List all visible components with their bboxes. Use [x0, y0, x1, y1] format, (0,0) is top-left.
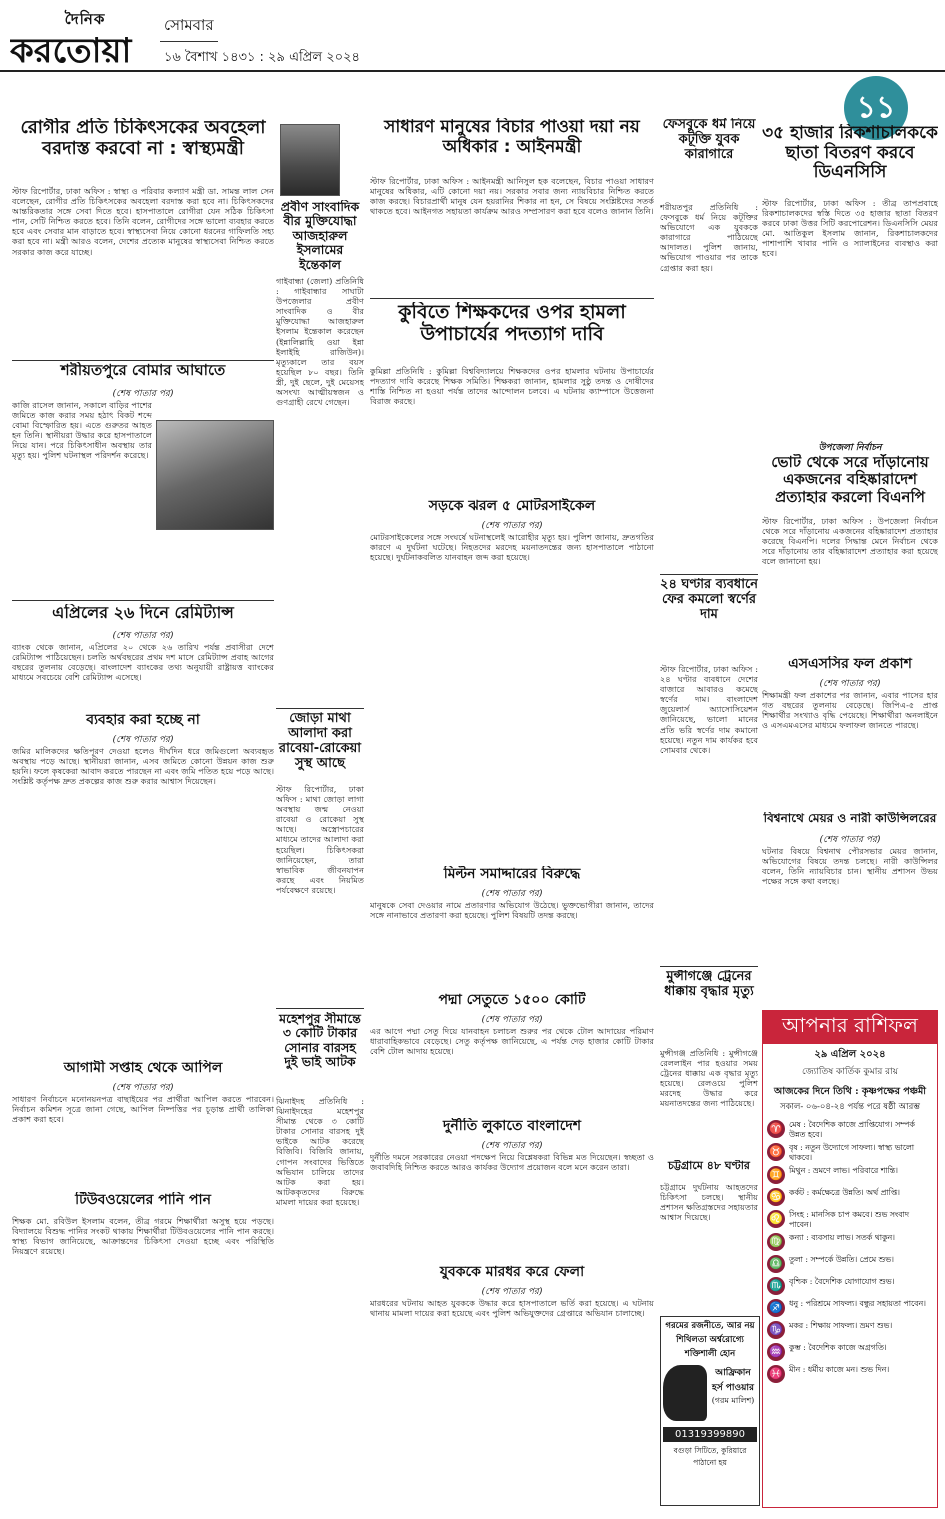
rashifal-date: ২৯ এপ্রিল ২০২৪: [814, 1049, 886, 1060]
obit-headline: প্রবীণ সাংবাদিক বীর মুক্তিযোদ্ধা আজহারুল ইসলামের ইন্তেকাল: [280, 200, 360, 272]
ssc-headline-box: [762, 656, 938, 676]
zodiac-item: [767, 1143, 933, 1162]
zodiac-item: [767, 1277, 933, 1295]
facebook-body: শরীয়তপুর প্রতিনিধি : ফেসবুকে ধর্ম নিয়ে কটূক্তির অভিযোগে এক যুবককে কারাগারে পাঠিয়েছে আদালত। পুলিশ জানায়, অভিযোগ পাওয়ার পর তাকে গ্রেপ্তার করা হয়।: [660, 202, 758, 273]
ad-tagline: গরমের রজনীতে, আর নয় শিথিলতা অর্শ্বরোগ্যে শক্তিশালী হোন: [665, 1321, 755, 1359]
masthead-logo: [10, 8, 160, 68]
kushtia-body: কুমিল্লা প্রতিনিধি : কুমিল্লা বিশ্ববিদ্যালয়ে শিক্ষকদের ওপর হামলার ঘটনায় উপাচার্যের পদত্যাগ দাবি করেছে শিক্ষক সমিতি। শিক্ষকরা জানান, হামলার সুষ্ঠু তদন্ত ও দোষীদের শাস্তি নিশ্চিত না হওয়া পর্যন্ত তাদের আন্দোলন চলবে। এ ঘটনায় ক্যাম্পাসে উত্তেজনা বিরাজ করছে।: [370, 366, 654, 407]
zodiac-text: মেষ : বৈদেশিক কাজে প্রাপ্তিযোগ। সম্পর্ক উন্নত হবে।: [789, 1120, 915, 1139]
rakeya-headline-box: [276, 712, 364, 782]
kushtia-headline: কুবিতে শিক্ষকদের ওপর হামলা উপাচার্যের পদত্যাগ দাবি: [398, 302, 626, 345]
gold-headline-box: [660, 578, 758, 662]
rashifal-author: জ্যোতিষ কার্তিক কুমার রায়: [801, 1067, 899, 1077]
ad-product: আফ্রিকান হর্স পাওয়ার: [711, 1368, 754, 1393]
apple-sub: (শেষ পাতার পর): [112, 1083, 174, 1092]
rashifal-time: সকাল- ০৬-০৪-২৪ পর্যন্ত পরে ষষ্ঠী আরম্ভ: [780, 1102, 920, 1112]
mintu-headline: মিল্টন সমাদ্দারের বিরুদ্ধে: [443, 866, 581, 882]
masthead-title: করতোয়া: [10, 31, 132, 68]
corruption-headline-box: [370, 1118, 654, 1138]
law-body: স্টাফ রিপোর্টার, ঢাকা অফিস : আইনমন্ত্রী আনিসুল হক বলেছেন, বিচার পাওয়া সাধারণ মানুষের অধিকার, এটি কোনো দয়া নয়। সরকার সবার জন্য ন্যায়বিচার নিশ্চিত করতে কাজ করছে। বিচারপ্রার্থী মানুষ যেন হয়রানির শিকার না হন, সে বিষয়ে সংশ্লিষ্টদের সতর্ক থাকতে হবে। আইনগত সহায়তা কার্যক্রম আরও সম্প্রসারণ করা হবে বলেও জানান তিনি।: [370, 176, 654, 217]
zodiac-text: বৃশ্চিক : বৈদেশিক যোগাযোগ শুভ।: [789, 1277, 895, 1286]
rashifal-box: [762, 1010, 938, 1508]
padma-headline: পদ্মা সেতুতে ১৫০০ কোটি: [438, 992, 586, 1008]
bnp-headline-box: [762, 454, 938, 514]
gold-headline: ২৪ ঘণ্টার ব্যবধানে ফের কমলো স্বর্ণের দাম: [660, 578, 758, 622]
remit-headline: এপ্রিলের ২৬ দিনে রেমিট্যান্স: [52, 604, 234, 622]
facebook-headline: ফেসবুকে ধর্ম নিয়ে কটূক্তি যুবক কারাগারে: [662, 118, 756, 162]
mintu-headline-box: [370, 866, 654, 886]
border-body: ঝিনাইদহ প্রতিনিধি : ঝিনাইদহের মহেশপুর সীমান্ত থেকে ৩ কোটি টাকার সোনার বারসহ দুই ভাইকে আটক করেছে বিজিবি। বিজিবি জানায়, গোপন সংবাদের ভিত্তিতে অভিযান চালিয়ে তাদের আটক করা হয়। আটককৃতদের বিরুদ্ধে মামলা দায়ের করা হয়েছে।: [276, 1096, 364, 1207]
accident-body: মোটরসাইকেলের সঙ্গে সংঘর্ষে ঘটনাস্থলেই আরোহীর মৃত্যু হয়। পুলিশ জানায়, দ্রুতগতির কারণে এ দুর্ঘটনা ঘটেছে। নিহতদের মরদেহ ময়নাতদন্তের জন্য হাসপাতালে পাঠানো হয়েছে। দুর্ঘটনাকবলিত যানবাহন জব্দ করা হয়েছে।: [370, 532, 654, 563]
zodiac-icon: ♎: [767, 1255, 785, 1273]
obit-body: গাইবান্ধা (জেলা) প্রতিনিধি : গাইবান্ধার সাঘাটা উপজেলার প্রবীণ সাংবাদিক ও বীর মুক্তিযোদ্ধা আজহারুল ইসলাম ইন্তেকাল করেছেন (ইন্নালিল্লাহি ওয়া ইন্না ইলাইহি রাজিউন)। মৃত্যুকালে তার বয়স হয়েছিল ৮০ বছর। তিনি স্ত্রী, দুই ছেলে, দুই মেয়েসহ অসংখ্য আত্মীয়স্বজন ও গুণগ্রাহী রেখে গেছেন।: [276, 276, 364, 408]
zodiac-item: [767, 1321, 933, 1339]
youth-sub: (শেষ পাতার পর): [481, 1287, 543, 1296]
obit-headline-box: [276, 200, 364, 274]
water-headline-box: [12, 1192, 274, 1212]
zodiac-list: [763, 1120, 937, 1383]
zodiac-text: বৃষ : নতুন উদ্যোগে সাফল্য। স্বাস্থ্য ভালো থাকবে।: [789, 1143, 915, 1162]
blast-headline-box: [12, 362, 274, 386]
divider: [660, 574, 758, 575]
zodiac-item: [767, 1365, 933, 1383]
zodiac-item: [767, 1233, 933, 1251]
masthead-small: দৈনিক: [64, 10, 106, 28]
rickshaw-headline-box: [762, 124, 938, 194]
zodiac-icon: ♋: [767, 1188, 785, 1206]
bishwanath-headline: বিশ্বনাথে মেয়র ও নারী কাউন্সিলরের: [763, 812, 937, 825]
bishwanath-headline-box: [762, 812, 938, 832]
rakeya-body: স্টাফ রিপোর্টার, ঢাকা অফিস : মাথা জোড়া লাগা অবস্থায় জন্ম নেওয়া রাবেয়া ও রোকেয়া সুস্থ আছে। অস্ত্রোপচারের মাধ্যমে তাদের আলাদা করা হয়েছিল। চিকিৎসকরা জানিয়েছেন, তারা স্বাভাবিক জীবনযাপন করছে এবং নিয়মিত পর্যবেক্ষণে রয়েছে।: [276, 784, 364, 895]
zodiac-item: [767, 1255, 933, 1273]
divider: [276, 1008, 364, 1009]
used-headline-box: [12, 712, 274, 732]
ctg-headline: চট্টগ্রামে ৪৮ ঘণ্টার: [668, 1160, 750, 1172]
train-headline-box: [660, 970, 758, 1046]
zodiac-text: তুলা : সম্পর্কে উন্নতি। প্রেমে শুভ।: [789, 1255, 894, 1264]
water-headline: টিউবওয়েলের পানি পান: [75, 1192, 211, 1208]
zodiac-text: কুম্ভ : বৈদেশিক কাজে অগ্রগতি।: [789, 1343, 887, 1352]
gold-body: স্টাফ রিপোর্টার, ঢাকা অফিস : ২৪ ঘণ্টার ব্যবধানে দেশের বাজারে আবারও কমেছে স্বর্ণের দাম। বাংলাদেশ জুয়েলার্স অ্যাসোসিয়েশন জানিয়েছে, ভালো মানের প্রতি ভরি স্বর্ণের দাম কমানো হয়েছে। নতুন দাম কার্যকর হবে সোমবার থেকে।: [660, 664, 758, 755]
youth-headline: যুবককে মারধর করে ফেলা: [439, 1264, 585, 1280]
apple-body: সাধারণ নির্বাচনে মনোনয়নপত্র বাছাইয়ের পর প্রার্থীরা আপিল করতে পারবেন। নির্বাচন কমিশন সূত্রে জানা গেছে, আপিল নিষ্পত্তির পর চূড়ান্ত প্রার্থী তালিকা প্রকাশ করা হবে।: [12, 1094, 274, 1125]
corruption-body: দুর্নীতি দমনে সরকারের নেওয়া পদক্ষেপ নিয়ে বিশ্লেষকরা বিভিন্ন মত দিয়েছেন। স্বচ্ছতা ও জবাবদিহি নিশ্চিত করতে আরও কার্যকর উদ্যোগ প্রয়োজন বলে মনে করেন তারা।: [370, 1152, 654, 1173]
zodiac-text: কন্যা : ব্যবসায় লাভ। সতর্ক থাকুন।: [789, 1233, 895, 1242]
ssc-headline: এসএসসির ফল প্রকাশ: [788, 656, 912, 672]
zodiac-text: মিথুন : ভ্রমণে লাভ। পরিবারে শান্তি।: [789, 1166, 898, 1175]
rickshaw-headline: ৩৫ হাজার রিকশাচালককে ছাতা বিতরণ করবে ডিএনসিসি: [762, 124, 938, 183]
zodiac-text: সিংহ : মানসিক চাপ কমবে। শুভ সংবাদ পাবেন।: [789, 1210, 909, 1229]
blast-headline: শরীয়তপুরে বোমার আঘাতে: [60, 362, 226, 379]
blast-body: কাজি রাসেল জানান, সকালে বাড়ির পাশের জমিতে কাজ করার সময় হঠাৎ বিকট শব্দে বোমা বিস্ফোরিত হয়। এতে গুরুতর আহত হন তিনি। স্থানীয়রা উদ্ধার করে হাসপাতালে নিয়ে যান। পরে চিকিৎসাধীন অবস্থায় তার মৃত্যু হয়। পুলিশ ঘটনাস্থল পরিদর্শন করেছে।: [12, 400, 152, 461]
divider: [12, 600, 274, 601]
mintu-sub: (শেষ পাতার পর): [481, 889, 543, 898]
divider: [276, 708, 364, 709]
rashifal-tithi: আজকের দিনে তিথি : কৃষ্ণপক্ষের পঞ্চমী: [773, 1086, 927, 1097]
obit-photo: [280, 124, 340, 196]
bnp-kicker: উপজেলা নির্বাচন: [818, 443, 882, 452]
zodiac-icon: ♌: [767, 1210, 785, 1228]
train-body: মুন্সীগঞ্জ প্রতিনিধি : মুন্সীগঞ্জে রেললাইন পার হওয়ার সময় ট্রেনের ধাক্কায় এক বৃদ্ধার মৃত্যু হয়েছে। রেলওয়ে পুলিশ মরদেহ উদ্ধার করে ময়নাতদন্তের জন্য পাঠিয়েছে।: [660, 1048, 758, 1109]
issue-date: ১৬ বৈশাখ ১৪৩১ : ২৯ এপ্রিল ২০২৪: [164, 50, 360, 64]
bishwanath-body: ঘটনার বিষয়ে বিশ্বনাথ পৌরসভার মেয়র জানান, অভিযোগের বিষয়ে তদন্ত চলছে। নারী কাউন্সিলর বলেন, তিনি ন্যায়বিচার চান। স্থানীয় প্রশাসন উভয় পক্ষের সঙ্গে কথা বলছে।: [762, 846, 938, 887]
zodiac-text: ধনু : পরিশ্রমে সাফল্য। বন্ধুর সহায়তা পাবেন।: [789, 1299, 926, 1308]
zodiac-icon: ♑: [767, 1321, 785, 1339]
zodiac-text: মকর : শিক্ষায় সাফল্য। ভ্রমণ শুভ।: [789, 1321, 893, 1330]
ad-footer: বগুড়া সিটিতে, কুরিয়ারে পাঠানো হয়: [673, 1446, 747, 1467]
zodiac-icon: ♉: [767, 1143, 785, 1161]
youth-body: মারধরের ঘটনায় আহত যুবককে উদ্ধার করে হাসপাতালে ভর্তি করা হয়েছে। এ ঘটনায় থানায় মামলা দায়ের করা হয়েছে এবং পুলিশ অভিযুক্তদের গ্রেপ্তারে অভিযান চালাচ্ছে।: [370, 1298, 654, 1319]
zodiac-item: [767, 1343, 933, 1361]
doctors-headline: রোগীর প্রতি চিকিৎসকের অবহেলা বরদাস্ত করবো না : স্বাস্থ্যমন্ত্রী: [20, 118, 266, 159]
accident-headline: সড়কে ঝরল ৫ মোটরসাইকেল: [428, 498, 596, 514]
facebook-headline-box: [660, 118, 758, 198]
zodiac-icon: ♊: [767, 1166, 785, 1184]
bnp-body: স্টাফ রিপোর্টার, ঢাকা অফিস : উপজেলা নির্বাচন থেকে সরে দাঁড়ানোয় একজনের বহিষ্কারাদেশ প্রত্যাহার করেছে বিএনপি। দলের সিদ্ধান্ত মেনে নির্বাচন থেকে সরে দাঁড়ানোয় তার বহিষ্কারাদেশ প্রত্যাহার করা হয়েছে বলে জানানো হয়।: [762, 516, 938, 567]
apple-headline-box: [12, 1060, 274, 1080]
page-number: ১১: [844, 76, 908, 140]
zodiac-item: [767, 1120, 933, 1139]
zodiac-icon: ♍: [767, 1233, 785, 1251]
apple-headline: আগামী সপ্তাহ থেকে আপিল: [63, 1060, 223, 1076]
kushtia-headline-box: [370, 302, 654, 362]
zodiac-icon: ♈: [767, 1120, 785, 1138]
ssc-sub: (শেষ পাতার পর): [819, 679, 881, 688]
bnp-headline: ভোট থেকে সরে দাঁড়ানোয় একজনের বহিষ্কারাদেশ প্রত্যাহার করলো বিএনপি: [771, 454, 929, 506]
corruption-sub: (শেষ পাতার পর): [481, 1141, 543, 1150]
mintu-body: মানুষকে সেবা দেওয়ার নামে প্রতারণার অভিযোগ উঠেছে। ভুক্তভোগীরা জানান, তাদের সঙ্গে নানাভাবে প্রতারণা করা হয়েছে। পুলিশ বিষয়টি তদন্ত করছে।: [370, 900, 654, 921]
remit-sub: (শেষ পাতার পর): [112, 631, 174, 640]
zodiac-item: [767, 1210, 933, 1229]
ctg-body: চট্টগ্রামে দুর্ঘটনায় আহতদের চিকিৎসা চলছে। স্থানীয় প্রশাসন ক্ষতিগ্রস্তদের সহায়তার আশ্বাস দিয়েছে।: [660, 1182, 758, 1223]
doctors-headline-box: [12, 118, 274, 184]
masthead-rule: [0, 70, 945, 72]
zodiac-text: মীন : ধর্মীয় কাজে মন। শুভ দিন।: [789, 1365, 890, 1374]
rakeya-headline: জোড়া মাথা আলাদা করা রাবেয়া-রোকেয়া সুস্থ আছে: [278, 712, 362, 771]
corruption-headline: দুর্নীতি লুকাতে বাংলাদেশ: [442, 1118, 582, 1134]
accident-headline-box: [370, 498, 654, 518]
zodiac-item: [767, 1188, 933, 1206]
rashifal-heading: আপনার রাশিফল: [763, 1011, 937, 1044]
weekday: সোমবার: [160, 14, 218, 42]
zodiac-icon: ♒: [767, 1343, 785, 1361]
padma-body: এর আগে পদ্মা সেতু দিয়ে যানবাহন চলাচল শুরুর পর থেকে টোল আদায়ের পরিমাণ ধারাবাহিকভাবে বেড়েছে। সেতু কর্তৃপক্ষ জানিয়েছে, এ পর্যন্ত দেড় হাজার কোটি টাকার বেশি টোল আদায় হয়েছে।: [370, 1026, 654, 1057]
padma-headline-box: [370, 992, 654, 1012]
used-headline: ব্যবহার করা হচ্ছে না: [86, 712, 200, 728]
zodiac-icon: ♐: [767, 1299, 785, 1317]
remit-body: ব্যাংক থেকে জানান, এপ্রিলের ২০ থেকে ২৬ তারিখ পর্যন্ত প্রবাসীরা দেশে রেমিট্যান্স পাঠিয়েছেন। চলতি অর্থবছরের প্রথম দশ মাসে রেমিট্যান্স প্রবাহ আগের বছরের তুলনায় বেড়েছে। বাংলাদেশ ব্যাংকের তথ্য অনুযায়ী রাষ্ট্রায়ত্ত ব্যাংকের মাধ্যমে সবচেয়ে বেশি রেমিট্যান্স এসেছে।: [12, 642, 274, 683]
border-headline: মহেশপুর সীমান্তে ৩ কোটি টাকার সোনার বারসহ দুই ভাই আটক: [279, 1012, 361, 1070]
doctors-body: স্টাফ রিপোর্টার, ঢাকা অফিস : স্বাস্থ্য ও পরিবার কল্যাণ মন্ত্রী ডা. সামন্ত লাল সেন বলেছেন, রোগীর প্রতি চিকিৎসকের অবহেলা বরদাস্ত করা হবে না। চিকিৎসকদের আন্তরিকতার সঙ্গে সেবা দিতে হবে। হাসপাতালে রোগীরা যেন সঠিক চিকিৎসা পান, সেটি নিশ্চিত করতে হবে। তিনি বলেন, রোগীদের সঙ্গে ভালো ব্যবহার করতে হবে এবং সেবার মান বাড়াতে হবে। স্বাস্থ্যসেবা নিয়ে কোনো ধরনের গাফিলতি সহ্য করা হবে না। মন্ত্রী আরও বলেন, দেশের প্রত্যেক মানুষের স্বাস্থ্যসেবা নিশ্চিত করতে সরকার কাজ করে যাচ্ছে।: [12, 186, 274, 257]
zodiac-item: [767, 1166, 933, 1184]
youth-photo: [156, 420, 274, 530]
used-body: জমির মালিকদের ক্ষতিপূরণ দেওয়া হলেও দীর্ঘদিন ধরে জমিগুলো অব্যবহৃত অবস্থায় পড়ে আছে। স্থানীয়রা জানান, এসব জমিতে কোনো উন্নয়ন কাজ শুরু হয়নি। ফলে কৃষকেরা আবাদ করতে পারছেন না এবং জমি পতিত হয়ে পড়ে আছে। সংশ্লিষ্ট কর্তৃপক্ষ দ্রুত প্রকল্পের কাজ শুরু করার আশ্বাস দিয়েছেন।: [12, 746, 274, 787]
train-headline: মুন্সীগঞ্জে ট্রেনের ধাক্কায় বৃদ্ধার মৃত্যু: [664, 970, 754, 999]
zodiac-icon: ♓: [767, 1365, 785, 1383]
ssc-body: শিক্ষামন্ত্রী ফল প্রকাশের পর জানান, এবার পাসের হার গত বছরের তুলনায় বেড়েছে। জিপিএ-৫ প্রাপ্ত শিক্ষার্থীর সংখ্যাও বৃদ্ধি পেয়েছে। শিক্ষার্থীরা অনলাইনে ও এসএমএসের মাধ্যমে ফলাফল জানতে পারছে।: [762, 690, 938, 731]
zodiac-text: কর্কট : কর্মক্ষেত্রে উন্নতি। অর্থ প্রাপ্তি।: [789, 1188, 900, 1197]
padma-sub: (শেষ পাতার পর): [481, 1015, 543, 1024]
rickshaw-body: স্টাফ রিপোর্টার, ঢাকা অফিস : তীব্র তাপপ্রবাহে রিকশাচালকদের স্বস্তি দিতে ৩৫ হাজার ছাতা বিতরণ করবে ঢাকা উত্তর সিটি করপোরেশন। ডিএনসিসি মেয়র মো. আতিকুল ইসলাম জানান, রিকশাচালকদের পাশাপাশি খাবার পানি ও স্যালাইনের ব্যবস্থাও করা হবে।: [762, 198, 938, 259]
dateline: [160, 14, 390, 64]
accident-sub: (শেষ পাতার পর): [481, 521, 543, 530]
divider: [12, 360, 274, 361]
zodiac-item: [767, 1299, 933, 1317]
bishwanath-sub: (শেষ পাতার পর): [819, 835, 881, 844]
blast-sub: (শেষ পাতার পর): [112, 389, 174, 398]
water-body: শিক্ষক মো. রবিউল ইসলাম বলেন, তীব্র গরমে শিক্ষার্থীরা অসুস্থ হয়ে পড়ছে। বিদ্যালয়ে বিশুদ্ধ পানির সংকট থাকায় শিক্ষার্থীরা টিউবওয়েলের পানি পান করছে। স্বাস্থ্য বিভাগ জানিয়েছে, আক্রান্তদের চিকিৎসা দেওয়া হচ্ছে এবং পরিস্থিতি নিয়ন্ত্রণে রয়েছে।: [12, 1216, 274, 1257]
law-headline: সাধারণ মানুষের বিচার পাওয়া দয়া নয় অধিকার : আইনমন্ত্রী: [384, 118, 640, 157]
used-sub: (শেষ পাতার পর): [112, 735, 174, 744]
ad-sub: (গরম মালিশ): [711, 1396, 755, 1405]
zodiac-icon: ♏: [767, 1277, 785, 1295]
ctg-headline-box: [660, 1160, 758, 1180]
divider: [660, 966, 758, 967]
ad-phone: 01319399890: [663, 1427, 757, 1442]
remit-headline-box: [12, 604, 274, 628]
divider: [370, 298, 654, 299]
ad-box: [660, 1316, 760, 1506]
horse-image: [663, 1365, 707, 1421]
border-headline-box: [276, 1012, 364, 1094]
law-headline-box: [370, 118, 654, 172]
youth-headline-box: [370, 1264, 654, 1284]
